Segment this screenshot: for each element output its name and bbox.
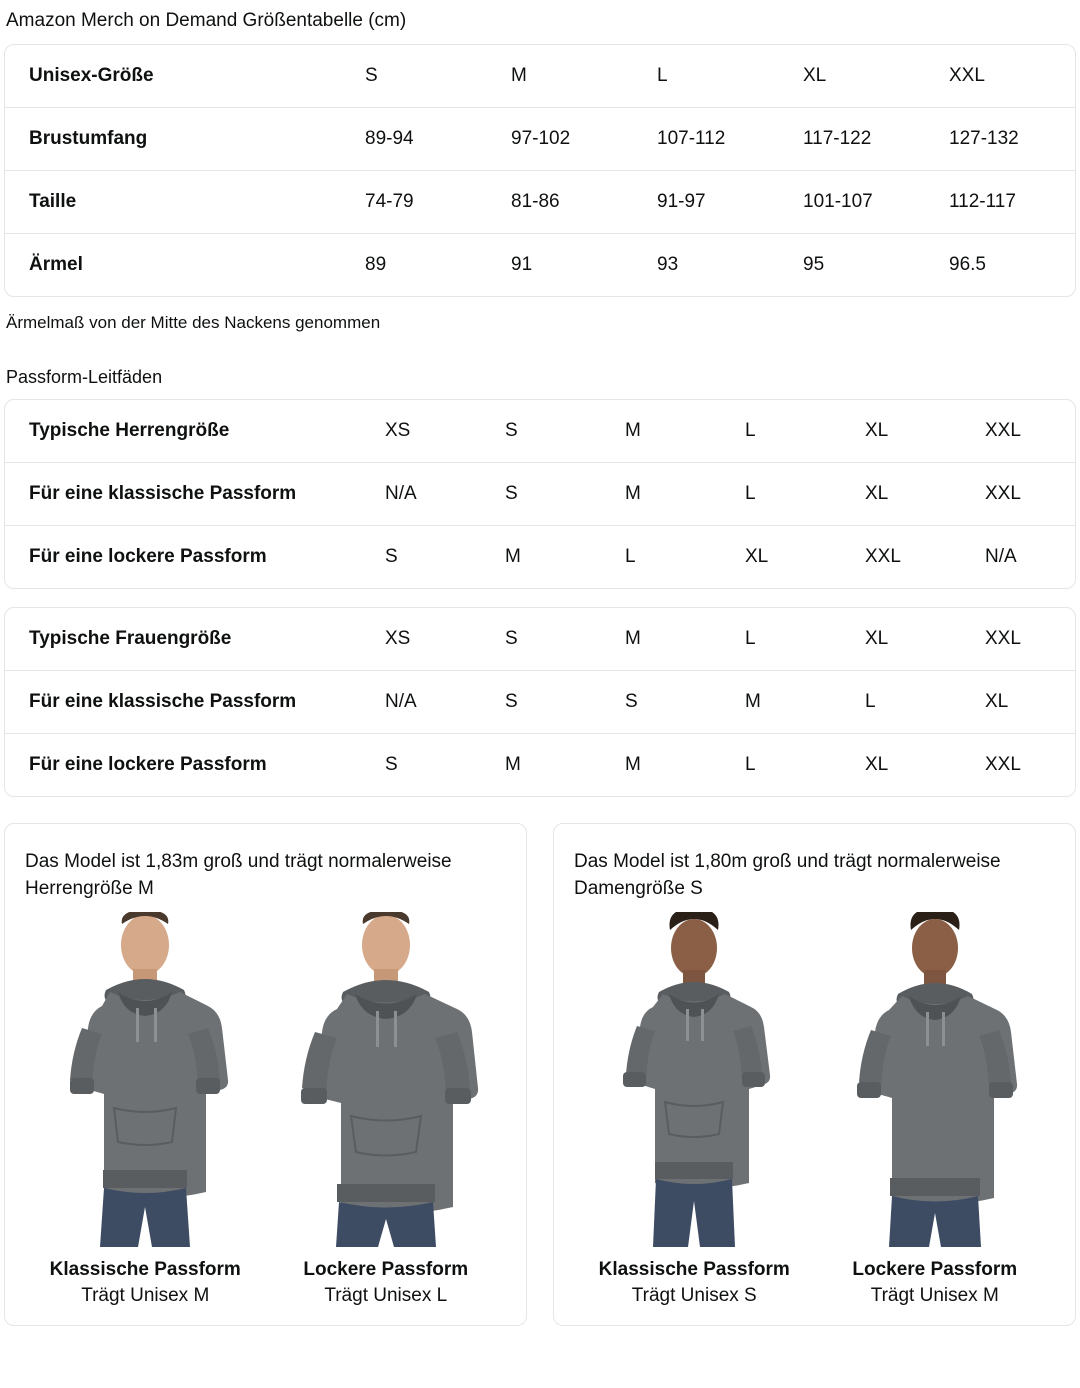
cell: XL xyxy=(865,628,889,649)
cell: XXL xyxy=(855,526,975,589)
cell: L xyxy=(615,526,735,589)
cell: 112-117 xyxy=(939,171,1076,234)
cell: 107-112 xyxy=(647,108,793,171)
fit-title: Klassische Passform xyxy=(49,1259,241,1280)
female-classic-fit-label xyxy=(574,1257,815,1309)
row-label: Ärmel xyxy=(5,234,355,297)
cell: 89-94 xyxy=(355,108,501,171)
row-label: Brustumfang xyxy=(5,108,355,171)
cell: M xyxy=(615,463,735,526)
row-label: Für eine klassische Passform xyxy=(5,463,375,526)
cell: 97-102 xyxy=(501,108,647,171)
fit-sub: Trägt Unisex M xyxy=(870,1285,999,1306)
cell: S xyxy=(615,671,735,734)
table-row xyxy=(5,526,1076,589)
cell: N/A xyxy=(375,671,495,734)
row-label: Typische Herrengröße xyxy=(29,420,230,441)
cell: 91-97 xyxy=(647,171,793,234)
fit-guides-label: Passform-Leitfäden xyxy=(6,367,163,387)
row-label: Für eine lockere Passform xyxy=(5,526,375,589)
womens-fit-card xyxy=(4,607,1076,797)
cell: S xyxy=(375,526,495,589)
cell: L xyxy=(855,671,975,734)
cell: S xyxy=(375,734,495,797)
table-row xyxy=(5,108,1076,171)
cell: L xyxy=(745,420,756,441)
cell: XL xyxy=(803,65,827,86)
cell: N/A xyxy=(975,526,1076,589)
row-label: Taille xyxy=(5,171,355,234)
cell: S xyxy=(505,628,518,649)
female-classic-hoodie-illustration xyxy=(589,912,799,1247)
cell: XXL xyxy=(985,420,1021,441)
mens-fit-table xyxy=(5,400,1076,588)
cell: XXL xyxy=(975,463,1076,526)
cell: XL xyxy=(855,463,975,526)
female-relaxed-fit-label xyxy=(815,1257,1056,1309)
table-row xyxy=(5,234,1076,297)
spacer xyxy=(0,589,1080,607)
male-classic-hoodie-illustration xyxy=(40,912,250,1247)
female-relaxed-hoodie-illustration xyxy=(830,912,1040,1247)
cell: 81-86 xyxy=(501,171,647,234)
page-title: Amazon Merch on Demand Größentabelle (cm) xyxy=(6,10,407,31)
model-cards-row xyxy=(4,823,1076,1326)
male-classic-fit-figure xyxy=(25,912,266,1247)
cell: XXL xyxy=(985,628,1021,649)
table-row xyxy=(5,608,1076,671)
cell: L xyxy=(735,463,855,526)
cell: M xyxy=(511,65,527,86)
female-classic-fit-figure xyxy=(574,912,815,1247)
cell: XL xyxy=(735,526,855,589)
male-classic-fit-label xyxy=(25,1257,266,1309)
fit-title: Lockere Passform xyxy=(852,1259,1018,1280)
fit-title: Lockere Passform xyxy=(303,1259,469,1280)
male-relaxed-fit-figure xyxy=(266,912,507,1247)
sleeve-note: Ärmelmaß von der Mitte des Nackens genommen xyxy=(6,313,381,332)
cell: 96.5 xyxy=(939,234,1076,297)
male-relaxed-fit-label xyxy=(266,1257,507,1309)
cell: M xyxy=(615,734,735,797)
cell: XL xyxy=(865,420,889,441)
row-label: Unisex-Größe xyxy=(29,65,154,86)
table-row xyxy=(5,45,1076,108)
cell: S xyxy=(495,671,615,734)
table-row xyxy=(5,734,1076,797)
cell: XL xyxy=(855,734,975,797)
row-label: Für eine lockere Passform xyxy=(5,734,375,797)
cell: M xyxy=(495,526,615,589)
cell: 117-122 xyxy=(793,108,939,171)
fit-sub: Trägt Unisex S xyxy=(631,1285,757,1306)
male-model-card xyxy=(4,823,527,1326)
cell: XS xyxy=(385,628,411,649)
cell: L xyxy=(657,65,668,86)
cell: 74-79 xyxy=(355,171,501,234)
cell: S xyxy=(495,463,615,526)
cell: 127-132 xyxy=(939,108,1076,171)
row-label: Typische Frauengröße xyxy=(29,628,232,649)
cell: XXL xyxy=(975,734,1076,797)
fit-sub: Trägt Unisex M xyxy=(81,1285,210,1306)
cell: 91 xyxy=(501,234,647,297)
table-row xyxy=(5,400,1076,463)
fit-sub: Trägt Unisex L xyxy=(324,1285,448,1306)
cell: S xyxy=(505,420,518,441)
cell: 95 xyxy=(793,234,939,297)
fit-title: Klassische Passform xyxy=(598,1259,790,1280)
table-row xyxy=(5,463,1076,526)
female-model-caption: Das Model ist 1,80m groß und trägt normalerweise Damengröße S xyxy=(574,851,1001,899)
cell: L xyxy=(735,734,855,797)
cell: 89 xyxy=(355,234,501,297)
cell: 93 xyxy=(647,234,793,297)
table-row xyxy=(5,171,1076,234)
cell: M xyxy=(625,420,641,441)
male-figures xyxy=(25,912,506,1247)
cell: L xyxy=(745,628,756,649)
mens-fit-card xyxy=(4,399,1076,589)
row-label: Für eine klassische Passform xyxy=(5,671,375,734)
cell: M xyxy=(735,671,855,734)
womens-fit-table xyxy=(5,608,1076,796)
cell: XL xyxy=(975,671,1076,734)
cell: M xyxy=(625,628,641,649)
cell: XS xyxy=(385,420,411,441)
female-relaxed-fit-figure xyxy=(815,912,1056,1247)
cell: M xyxy=(495,734,615,797)
size-table xyxy=(5,45,1076,296)
cell: N/A xyxy=(375,463,495,526)
female-figures xyxy=(574,912,1055,1247)
male-figure-labels xyxy=(25,1257,506,1309)
cell: S xyxy=(365,65,378,86)
cell: 101-107 xyxy=(793,171,939,234)
table-row xyxy=(5,671,1076,734)
male-relaxed-hoodie-illustration xyxy=(281,912,491,1247)
cell: XXL xyxy=(949,65,985,86)
size-table-card xyxy=(4,44,1076,297)
female-figure-labels xyxy=(574,1257,1055,1309)
female-model-card xyxy=(553,823,1076,1326)
male-model-caption: Das Model ist 1,83m groß und trägt normalerweise Herrengröße M xyxy=(25,851,452,899)
